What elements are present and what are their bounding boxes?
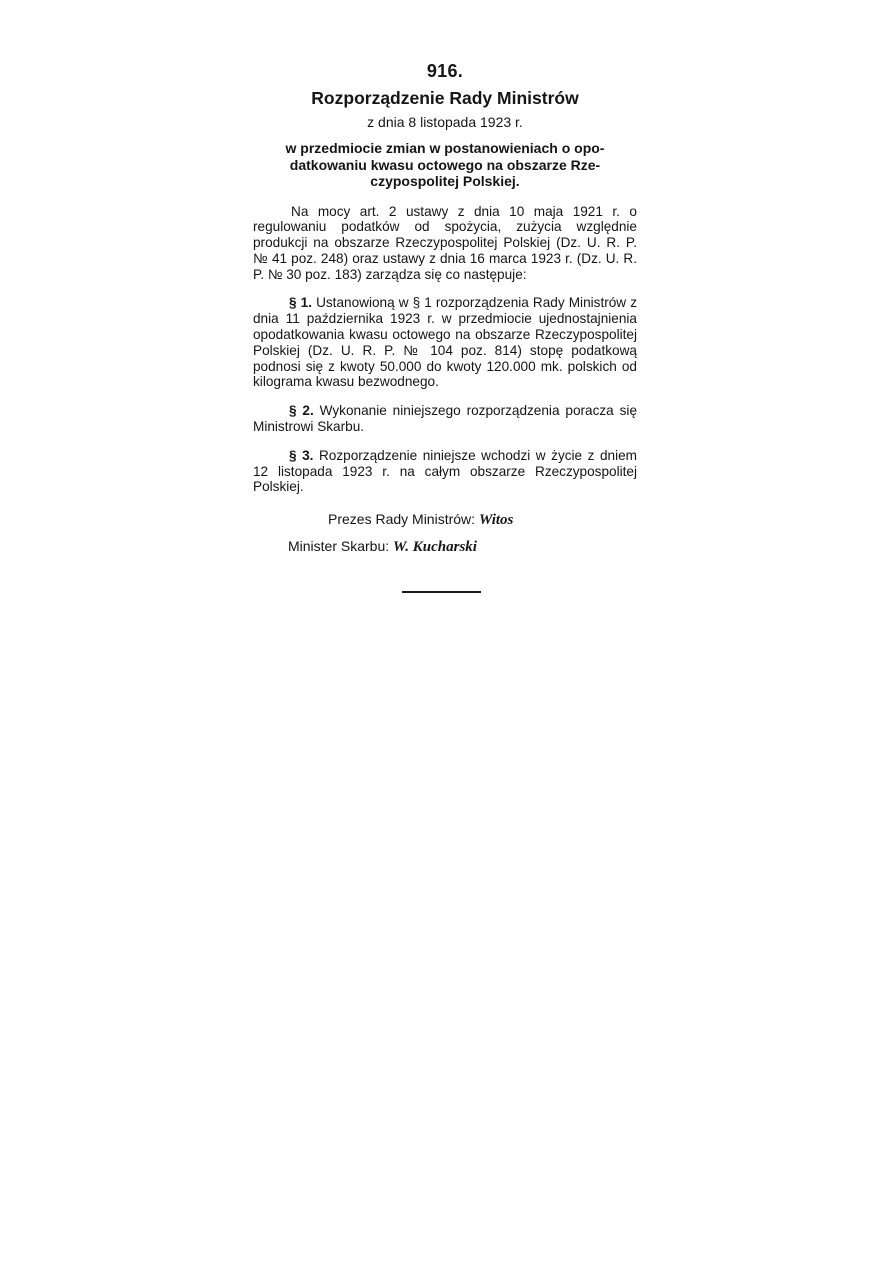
section-mark: § 2.: [289, 403, 314, 419]
document-column: [253, 58, 637, 557]
signature-label: Prezes Rady Ministrów:: [328, 511, 476, 528]
section-text: Wykonanie niniejszego rozporządzenia poracza się Ministrowi Skarbu.: [253, 403, 638, 435]
document-title: Rozporządzenie Rady Ministrów: [311, 88, 579, 108]
subject-line: datkowaniu kwasu octowego na obszarze Rze-: [289, 156, 601, 173]
section-text: Ustanowioną w § 1 rozporządzenia Rady Ministrów z dnia 11 października 1923 r. w przedmiocie ujednostajnienia opodatkowania kwasu octowego na obszarze Rzeczypospolitej Polskiej (Dz. U. R. P. № 104 poz. 814) stopę podatkową podnosi się z kwoty 50.000 do kwoty 120.000 mk. polskich od kilograma kwasu bezwodnego.: [253, 295, 637, 390]
closing-rule: [402, 591, 481, 593]
document-date: z dnia 8 listopada 1923 r.: [367, 114, 523, 130]
subject-line: w przedmiocie zmian w postanowieniach o opo-: [285, 140, 605, 156]
signature-row: [253, 509, 637, 530]
subject-line: czypospolitej Polskiej.: [370, 173, 520, 189]
document-subject: [253, 140, 637, 190]
section-1: [253, 295, 637, 390]
signature-label: Minister Skarbu:: [288, 538, 390, 555]
signature-row: [253, 536, 637, 557]
document-number: 916.: [426, 61, 464, 81]
signatures: [253, 509, 637, 557]
signature-name: Witos: [478, 512, 514, 529]
signature-name: W. Kucharski: [393, 539, 477, 556]
section-mark: § 3.: [289, 447, 314, 463]
section-2: [253, 403, 637, 435]
intro-paragraph: Na mocy art. 2 ustawy z dnia 10 maja 1921 r. o regulowaniu podatków od spożycia, zużycia względnie produkcji na obszarze Rzeczypospolitej Polskiej (Dz. U. R. P. № 41 poz. 248) oraz ustawy z dnia 16 marca 1923 r. (Dz. U. R. P. № 30 poz. 183) zarządza się co następuje:: [253, 203, 637, 282]
section-text: Rozporządzenie niniejsze wchodzi w życie z dniem 12 listopada 1923 r. na całym obszarze Rzeczypospolitej Polskiej.: [253, 447, 637, 495]
section-3: [253, 448, 637, 495]
section-mark: § 1.: [289, 295, 312, 311]
